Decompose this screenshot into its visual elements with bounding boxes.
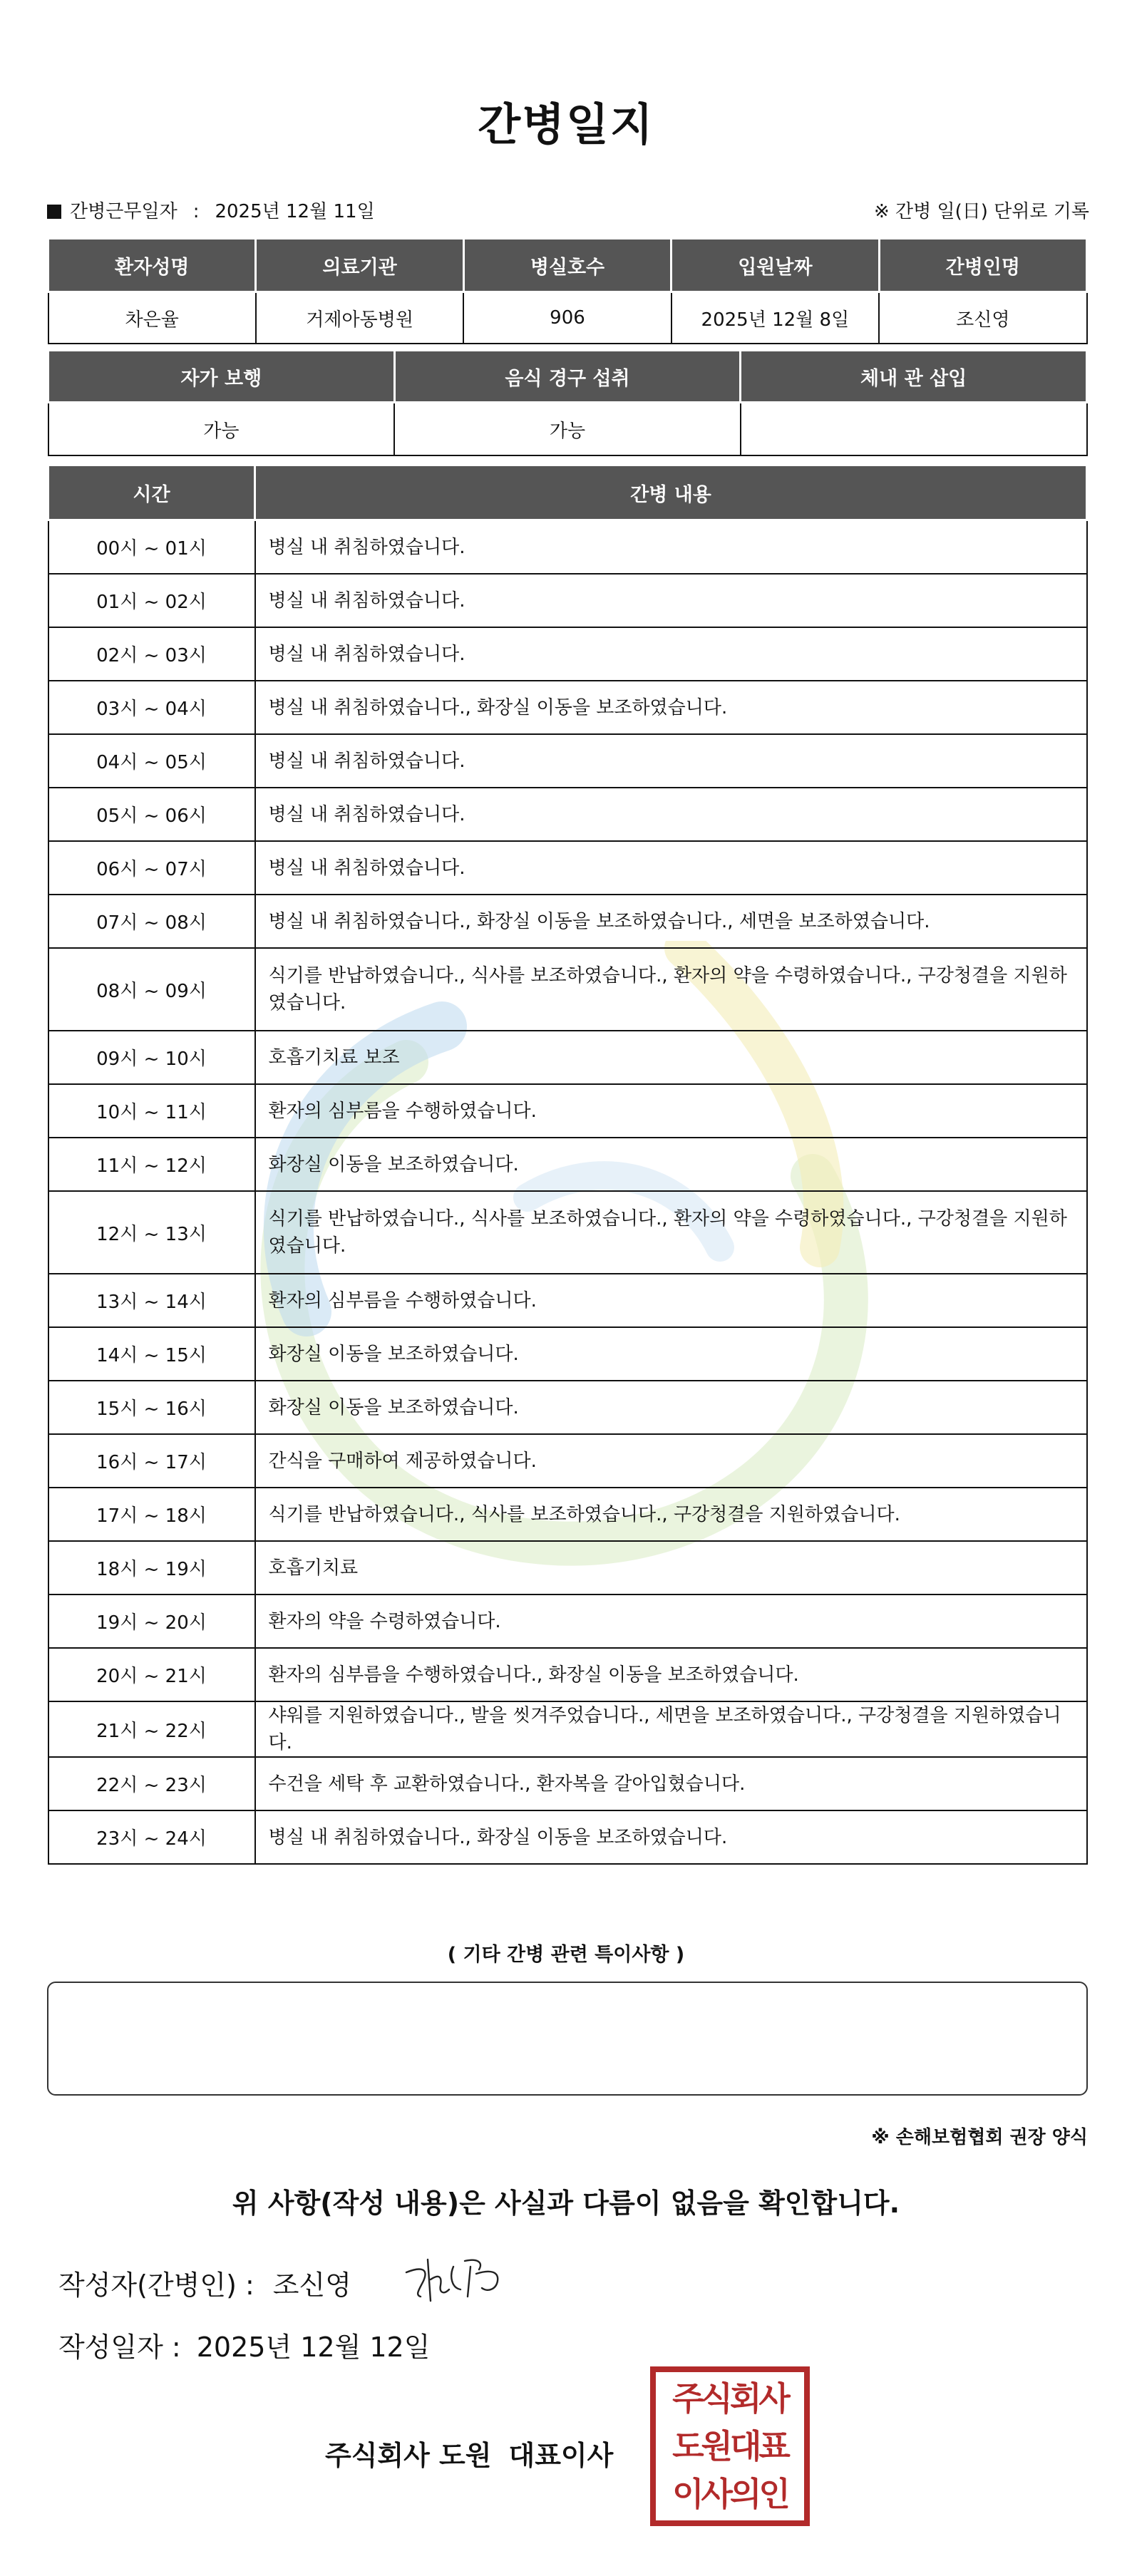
log-content: 호흡기치료: [255, 1541, 1087, 1594]
header-self-walking: 자가 보행: [48, 351, 395, 403]
handwritten-signature: [399, 2245, 520, 2309]
written-date-value: 2025년 12월 12일: [196, 2332, 431, 2363]
care-log-rows: [48, 520, 1087, 1865]
caregiver-name: 조신영: [879, 292, 1086, 344]
log-time: 14시 ~ 15시: [48, 1327, 255, 1381]
self-walking-value: 가능: [48, 403, 395, 456]
log-content: 화장실 이동을 보조하였습니다.: [255, 1381, 1087, 1434]
admission-date: 2025년 12월 8일: [672, 292, 879, 344]
header-hospital: 의료기관: [256, 239, 463, 292]
log-content: 식기를 반납하였습니다., 식사를 보조하였습니다., 구강청결을 지원하였습니다.: [255, 1488, 1087, 1541]
remarks-box: [47, 1982, 1088, 2096]
writer-line: [58, 2263, 351, 2302]
log-row: [48, 1327, 1087, 1381]
log-content: 환자의 심부름을 수행하였습니다.: [255, 1084, 1087, 1138]
work-date-value: 2025년 12월 11일: [215, 201, 375, 222]
header-admission-date: 입원날짜: [672, 239, 879, 292]
written-date-line: [58, 2325, 430, 2364]
log-content: 병실 내 취침하였습니다.: [255, 841, 1087, 895]
log-time: 09시 ~ 10시: [48, 1031, 255, 1084]
log-time: 19시 ~ 20시: [48, 1594, 255, 1648]
recommend-note: ※ 손해보험협회 권장 양식: [871, 2127, 1088, 2148]
writer-name: 조신영: [272, 2270, 351, 2301]
log-time: 00시 ~ 01시: [48, 520, 255, 575]
confirmation-statement: 위 사항(작성 내용)은 사실과 다름이 없음을 확인합니다.: [232, 2188, 900, 2219]
log-row: [48, 788, 1087, 841]
hospital-name: 거제아동병원: [256, 292, 463, 344]
log-content: 병실 내 취침하였습니다., 화장실 이동을 보조하였습니다.: [255, 681, 1087, 734]
company-name: 주식회사 도원: [325, 2440, 492, 2471]
log-content: 호흡기치료 보조: [255, 1031, 1087, 1084]
log-time: 20시 ~ 21시: [48, 1648, 255, 1701]
log-time: 23시 ~ 24시: [48, 1810, 255, 1864]
header-caregiver: 간병인명: [879, 239, 1086, 292]
document-title: 간병일지: [478, 98, 654, 150]
log-time: 11시 ~ 12시: [48, 1138, 255, 1191]
log-time: 12시 ~ 13시: [48, 1191, 255, 1274]
log-content: 화장실 이동을 보조하였습니다.: [255, 1327, 1087, 1381]
log-time: 02시 ~ 03시: [48, 627, 255, 681]
log-time: 01시 ~ 02시: [48, 574, 255, 627]
log-row: [48, 734, 1087, 788]
header-patient-name: 환자성명: [48, 239, 256, 292]
log-row: [48, 1757, 1087, 1810]
log-row: [48, 1541, 1087, 1594]
log-row: [48, 1648, 1087, 1701]
log-row: [48, 520, 1087, 575]
log-content: 환자의 심부름을 수행하였습니다.: [255, 1274, 1087, 1327]
record-unit-note: ※ 간병 일(日) 단위로 기록: [873, 201, 1089, 222]
square-bullet-icon: [47, 205, 61, 219]
oral-intake-value: 가능: [394, 403, 741, 456]
log-content: 병실 내 취침하였습니다.: [255, 734, 1087, 788]
log-content: 화장실 이동을 보조하였습니다.: [255, 1138, 1087, 1191]
log-time: 16시 ~ 17시: [48, 1434, 255, 1488]
log-content: 병실 내 취침하였습니다.: [255, 520, 1087, 575]
log-row: [48, 1031, 1087, 1084]
log-content: 환자의 심부름을 수행하였습니다., 화장실 이동을 보조하였습니다.: [255, 1648, 1087, 1701]
log-row: [48, 1191, 1087, 1274]
log-row: [48, 1810, 1087, 1864]
log-time: 22시 ~ 23시: [48, 1757, 255, 1810]
log-row: [48, 1594, 1087, 1648]
log-content: 샤워를 지원하였습니다., 발을 씻겨주었습니다., 세면을 보조하였습니다., 구강청결을 지원하였습니다.: [255, 1701, 1087, 1757]
patient-info-table: [47, 237, 1088, 344]
header-care-content: 간병 내용: [255, 465, 1087, 520]
log-content: 병실 내 취침하였습니다.: [255, 574, 1087, 627]
log-row: [48, 841, 1087, 895]
seal-line: 이사의인: [672, 2474, 788, 2513]
log-row: [48, 895, 1087, 948]
log-row: [48, 574, 1087, 627]
log-content: 환자의 약을 수령하였습니다.: [255, 1594, 1087, 1648]
patient-status-table: [47, 349, 1088, 456]
log-content: 병실 내 취침하였습니다.: [255, 788, 1087, 841]
work-date-line: [47, 197, 375, 223]
company-line: [325, 2433, 613, 2473]
care-log-table: [47, 464, 1088, 1865]
remarks-title: ( 기타 간병 관련 특이사항 ): [447, 1944, 685, 1966]
log-content: 간식을 구매하여 제공하였습니다.: [255, 1434, 1087, 1488]
log-time: 08시 ~ 09시: [48, 948, 255, 1031]
tube-insertion-value: [741, 403, 1087, 456]
log-time: 13시 ~ 14시: [48, 1274, 255, 1327]
log-content: 병실 내 취침하였습니다., 화장실 이동을 보조하였습니다.: [255, 1810, 1087, 1864]
log-time: 05시 ~ 06시: [48, 788, 255, 841]
log-row: [48, 1274, 1087, 1327]
log-row: [48, 948, 1087, 1031]
log-time: 06시 ~ 07시: [48, 841, 255, 895]
log-row: [48, 1434, 1087, 1488]
log-content: 병실 내 취침하였습니다., 화장실 이동을 보조하였습니다., 세면을 보조하였습니다.: [255, 895, 1087, 948]
header-time: 시간: [48, 465, 255, 520]
header-oral-intake: 음식 경구 섭취: [394, 351, 741, 403]
room-number: 906: [463, 292, 671, 344]
log-time: 10시 ~ 11시: [48, 1084, 255, 1138]
log-content: 식기를 반납하였습니다., 식사를 보조하였습니다., 환자의 약을 수령하였습니다., 구강청결을 지원하였습니다.: [255, 948, 1087, 1031]
log-row: [48, 681, 1087, 734]
log-content: 식기를 반납하였습니다., 식사를 보조하였습니다., 환자의 약을 수령하였습니다., 구강청결을 지원하였습니다.: [255, 1191, 1087, 1274]
log-row: [48, 1381, 1087, 1434]
log-time: 07시 ~ 08시: [48, 895, 255, 948]
header-room: 병실호수: [463, 239, 671, 292]
representative-title: 대표이사: [508, 2440, 614, 2471]
log-content: 수건을 세탁 후 교환하였습니다., 환자복을 갈아입혔습니다.: [255, 1757, 1087, 1810]
written-date-label: 작성일자 :: [58, 2332, 181, 2363]
work-date-label: 간병근무일자: [70, 201, 177, 222]
seal-line: 도원대표: [672, 2426, 788, 2466]
patient-name: 차은율: [48, 292, 256, 344]
writer-label: 작성자(간병인) :: [58, 2270, 254, 2301]
log-time: 18시 ~ 19시: [48, 1541, 255, 1594]
log-time: 03시 ~ 04시: [48, 681, 255, 734]
log-row: [48, 1488, 1087, 1541]
log-row: [48, 1084, 1087, 1138]
log-row: [48, 627, 1087, 681]
work-date-separator: :: [192, 201, 200, 222]
log-time: 04시 ~ 05시: [48, 734, 255, 788]
log-time: 21시 ~ 22시: [48, 1701, 255, 1757]
seal-line: 주식회사: [672, 2379, 788, 2418]
log-row: [48, 1701, 1087, 1757]
log-content: 병실 내 취침하였습니다.: [255, 627, 1087, 681]
log-row: [48, 1138, 1087, 1191]
log-time: 17시 ~ 18시: [48, 1488, 255, 1541]
company-seal-stamp: [650, 2366, 810, 2526]
log-time: 15시 ~ 16시: [48, 1381, 255, 1434]
header-tube-insertion: 체내 관 삽입: [741, 351, 1087, 403]
